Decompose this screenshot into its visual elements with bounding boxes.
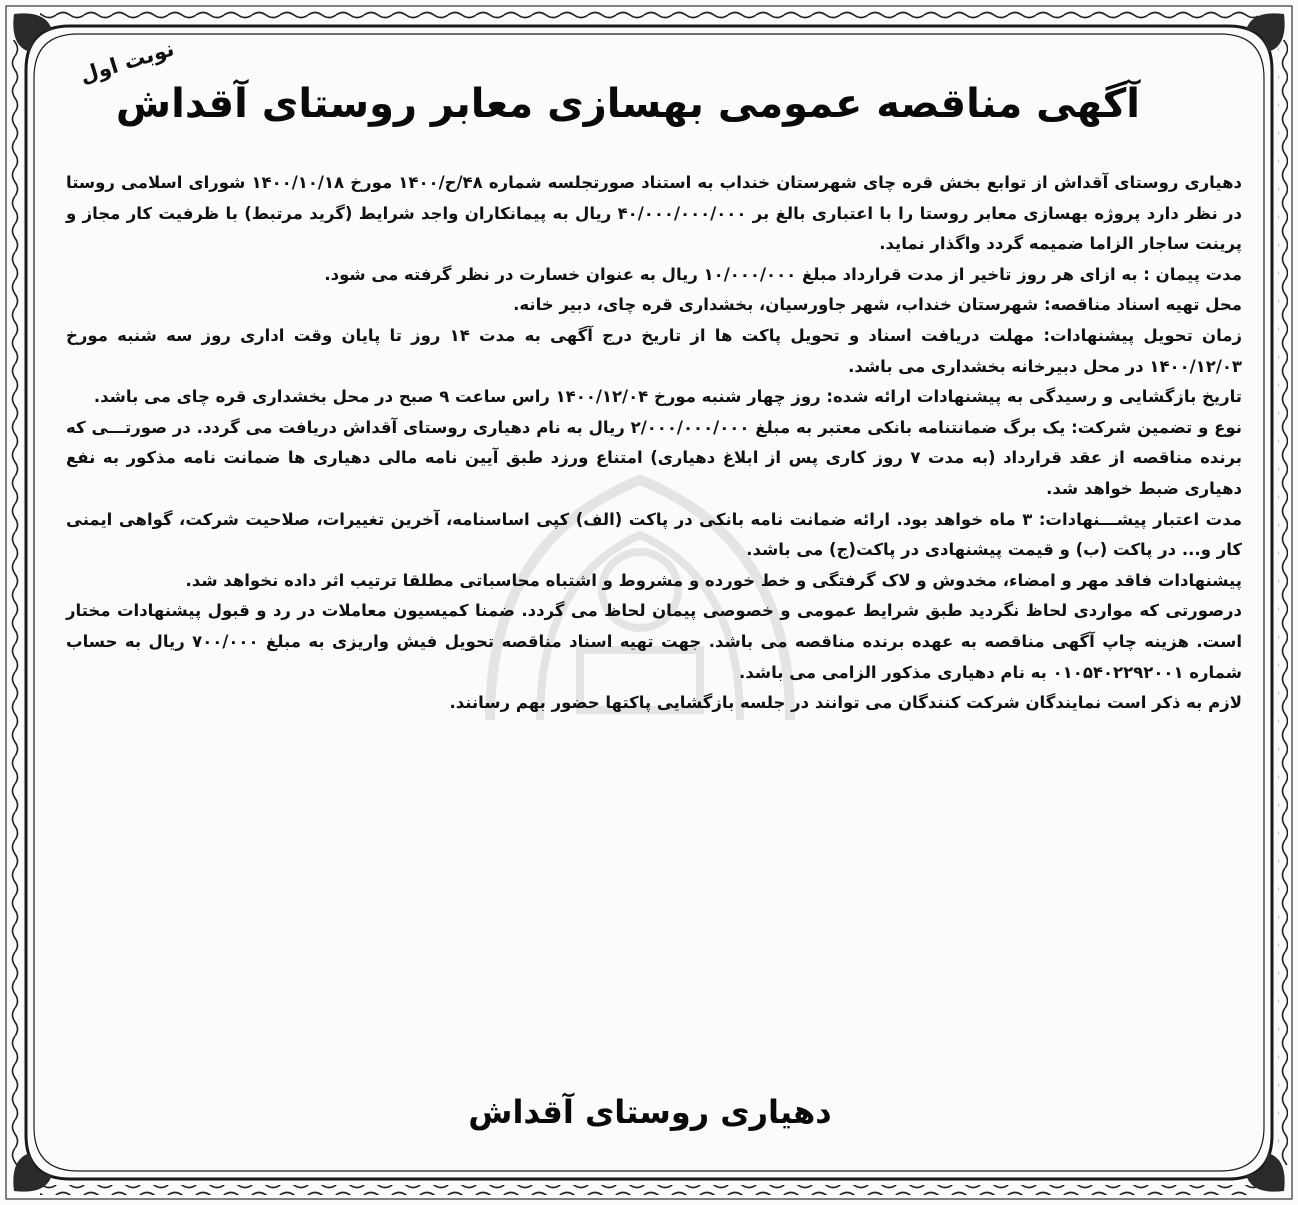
paragraph-validity: مدت اعتبار پیشـــنهادات: ۳ ماه خواهد بود. ارائه ضمانت نامه بانکی در پاکت (الف) کپی اساسنامه، آخرین تغییرات، صلاحیت شرکت، گواهی ایمنی کار و... در پاکت (ب) و قیمت پیشنهادی در پاکت(ج) می باشد. [66, 509, 1242, 560]
issue-number-label: نوبت اول [77, 36, 177, 88]
paragraph-documents-location: محل تهیه اسناد مناقصه: شهرستان خنداب، شهر جاورسیان، بخشداری قره چای، دبیر خانه. [513, 295, 1242, 315]
issuer-signature: دهیاری روستای آقداش [468, 1093, 832, 1131]
paragraph-attendance: لازم به ذکر است نمایندگان شرکت کنندگان می توانند در جلسه بازگشایی پاکتها حضور بهم رسانند. [449, 693, 1242, 713]
paragraph-invalid-bids: پیشنهادات فاقد مهر و امضاء، مخدوش و لاک گرفتگی و خط خورده و مشروط و اشتباه محاسباتی مطلقا ترتیب اثر داده نخواهد شد. [185, 570, 1242, 590]
paragraph-contract-duration: مدت پیمان : به ازای هر روز تاخیر از مدت قرارداد مبلغ ۱۰/۰۰۰/۰۰۰ ریال به عنوان خسارت در نظر گرفته می شود. [324, 264, 1242, 284]
paragraph-submission-deadline: زمان تحویل پیشنهادات: مهلت دریافت اسناد و تحویل پاکت ها از تاریخ درج آگهی به مدت ۱۴ روز تا پایان وقت اداری روز سه شنبه مورخ ۱۴۰۰/۱۲/۰۳ در محل دبیرخانه بخشداری می باشد. [66, 325, 1242, 376]
notice-body [66, 168, 1242, 719]
paragraph-guarantee: نوع و تضمین شرکت: یک برگ ضمانتنامه بانکی معتبر به مبلغ ۲/۰۰۰/۰۰۰/۰۰۰ ریال به نام دهیاری روستای آقداش دریافت می گردد. در صورتـــی که برنده مناقصه از عقد قرارداد (به مدت ۷ روز کاری پس از ابلاغ دهیاری) امتناع ورزد طبق آیین نامه مالی دهیاری ها ضمانت نامه مذکور به نفع دهیاری ضبط خواهد شد. [66, 417, 1242, 498]
paragraph-intro: دهیاری روستای آقداش از توابع بخش قره چای شهرستان خنداب به استناد صورتجلسه شماره ۴۸/ح/۱۴۰۰ مورخ ۱۴۰۰/۱۰/۱۸ شورای اسلامی روستا در نظر دارد پروژه بهسازی معابر روستا را با اعتباری بالغ بر ۴۰/۰۰۰/۰۰۰/۰۰۰ ریال به پیمانکاران واجد شرایط (گرید مرتبط) با ظرفیت کار مجاز و پرینت ساجار الزاما ضمیمه گردد واگذار نماید. [66, 173, 1242, 254]
paragraph-opening-date: تاریخ بازگشایی و رسیدگی به پیشنهادات ارائه شده: روز چهار شنبه مورخ ۱۴۰۰/۱۲/۰۴ راس ساعت ۹ صبح در محل بخشداری قره چای می باشد. [93, 387, 1242, 407]
paragraph-general-terms: درصورتی که مواردی لحاظ نگردید طبق شرایط عمومی و خصوصی پیمان لحاظ می گردد. ضمنا کمیسیون معاملات در رد و قبول پیشنهادات مختار است. هزینه چاپ آگهی مناقصه به عهده برنده مناقصه می باشد. جهت تهیه اسناد مناقصه تحویل فیش واریزی به مبلغ ۷۰۰/۰۰۰ ریال به حساب شماره ۰۱۰۵۴۰۲۲۹۲۰۰۱ به نام دهیاری مذکور الزامی می باشد. [66, 601, 1242, 682]
notice-title: آگهی مناقصه عمومی بهسازی معابر روستای آقداش [115, 81, 1140, 127]
